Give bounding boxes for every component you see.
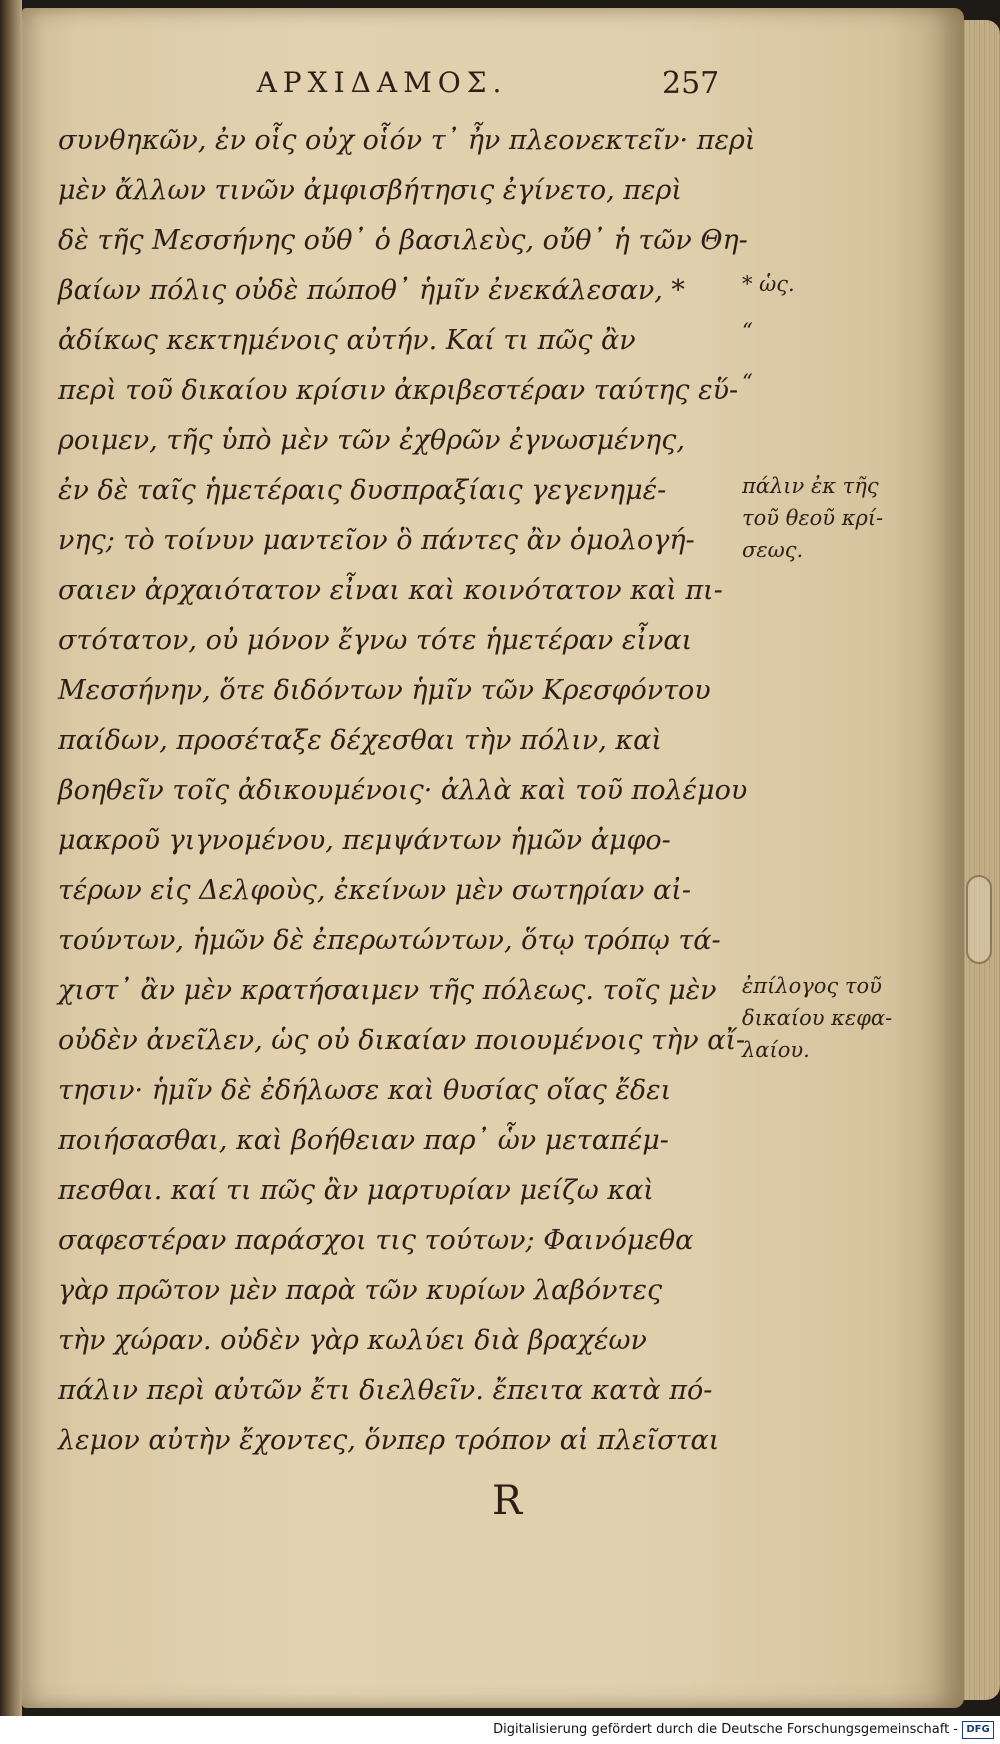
facing-page-edge [0,0,22,1744]
footer-bar [0,1716,1000,1744]
text-line: γὰρ πρῶτον μὲν παρὰ τῶν κυρίων λαβόντες [58,1275,663,1306]
running-title: ΑΡΧΙΔΑΜΟΣ. [256,66,508,99]
text-line: ποιήσασθαι, καὶ βοήθειαν παρ᾽ ὧν μεταπέμ- [58,1125,669,1156]
margin-note [742,268,795,300]
margin-note-line: πάλιν ἐκ τῆς [742,474,879,498]
text-line: ἐν δὲ ταῖς ἡμετέραις δυσπραξίαις γεγενημέ- [58,475,667,506]
margin-note-line: * ὡς. [742,272,795,296]
text-line: λεμον αὐτὴν ἔχοντες, ὅνπερ τρόπον αἱ πλεῖσται [58,1425,720,1456]
facing-page-ghost-text [2,110,20,360]
text-line: πάλιν περὶ αὐτῶν ἔτι διελθεῖν. ἔπειτα κατὰ πό- [58,1375,713,1406]
text-line: βοηθεῖν τοῖς ἀδικουμένοις· ἀλλὰ καὶ τοῦ πολέμου [58,775,748,806]
margin-note [742,315,753,347]
margin-note-line: σεως. [742,538,804,562]
margin-note-line: τοῦ θεοῦ κρί- [742,506,884,530]
margin-note [742,470,883,566]
page-stack-edge [960,20,1000,1700]
margin-note [742,970,892,1066]
digitization-credit: Digitalisierung gefördert durch die Deutsche Forschungsgemeinschaft - [493,1722,958,1737]
text-line: τὴν χώραν. οὐδὲν γὰρ κωλύει διὰ βραχέων [58,1325,647,1356]
dfg-logo: DFG [962,1721,994,1739]
text-line: τούντων, ἡμῶν δὲ ἐπερωτώντων, ὅτῳ τρόπῳ τά- [58,925,721,956]
text-line: Μεσσήνην, ὅτε διδόντων ἡμῖν τῶν Κρεσφόντου [58,675,711,706]
margin-note [742,366,753,398]
page-header [22,66,964,110]
text-line: νης; τὸ τοίνυν μαντεῖον ὃ πάντες ἂν ὁμολογή- [58,525,695,556]
text-line: τέρων εἰς Δελφοὺς, ἐκείνων μὲν σωτηρίαν αἰ- [58,875,691,906]
margin-note-line: λαίου. [742,1038,810,1062]
text-line: παίδων, προσέταξε δέχεσθαι τὴν πόλιν, καὶ [58,725,662,756]
text-line: βαίων πόλις οὐδὲ πώποθ᾽ ἡμῖν ἐνεκάλεσαν, * [58,275,685,306]
text-line: μὲν ἄλλων τινῶν ἀμφισβήτησις ἐγίνετο, περὶ [58,175,682,206]
text-line: πεσθαι. καί τι πῶς ἂν μαρτυρίαν μείζω καὶ [58,1175,654,1206]
text-line: μακροῦ γιγνομένου, πεμψάντων ἡμῶν ἀμφο- [58,825,671,856]
page-clip-mark [966,875,992,964]
text-line: σαφεστέραν παράσχοι τις τούτων; Φαινόμεθα [58,1225,694,1256]
margin-note-line: “ [742,319,753,343]
greek-text-block [58,116,756,1466]
book-page [22,8,964,1708]
text-line: περὶ τοῦ δικαίου κρίσιν ἀκριβεστέραν ταύτης εὕ- [58,375,739,406]
page-number: 257 [662,66,720,101]
text-line: ροιμεν, τῆς ὑπὸ μὲν τῶν ἐχθρῶν ἐγνωσμένης, [58,425,685,456]
signature-mark: R [492,1478,523,1524]
text-line: δὲ τῆς Μεσσήνης οὔθ᾽ ὁ βασιλεὺς, οὔθ᾽ ἡ τῶν Θη- [58,225,748,256]
text-line: τησιν· ἡμῖν δὲ ἐδήλωσε καὶ θυσίας οἵας ἔδει [58,1075,672,1106]
text-line: σαιεν ἀρχαιότατον εἶναι καὶ κοινότατον καὶ πι- [58,575,723,606]
text-line: οὐδὲν ἀνεῖλεν, ὡς οὐ δικαίαν ποιουμένοις τὴν αἴ- [58,1025,746,1056]
text-line: χιστ᾽ ἂν μὲν κρατήσαιμεν τῆς πόλεως. τοῖς μὲν [58,975,717,1006]
margin-note-line: δικαίου κεφα- [742,1006,893,1030]
margin-note-line: ἐπίλογος τοῦ [742,974,882,998]
text-line: ἀδίκως κεκτημένοις αὐτήν. Καί τι πῶς ἂν [58,325,636,356]
margin-note-line: “ [742,370,753,394]
text-line: στότατον, οὐ μόνον ἔγνω τότε ἡμετέραν εἶναι [58,625,693,656]
text-line: συνθηκῶν, ἐν οἷς οὐχ οἷόν τ᾽ ἦν πλεονεκτεῖν· περὶ [58,125,756,156]
